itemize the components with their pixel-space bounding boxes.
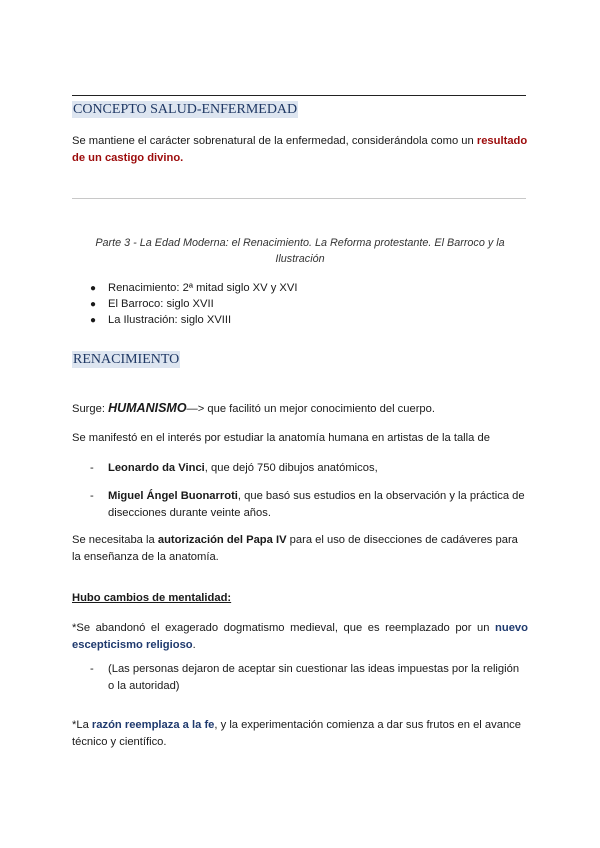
papa-text: Se necesitaba la: [72, 534, 158, 546]
cambios-heading: Hubo cambios de mentalidad:: [72, 592, 232, 604]
bullet-icon: ●: [90, 283, 97, 294]
bullet-icon: ●: [90, 299, 97, 310]
dogma-note: (Las personas dejaron de aceptar sin cuestionar las ideas impuestas por la religión o la autoridad): [108, 663, 520, 692]
castigo-divino-highlight: resultado de un castigo divino.: [72, 135, 528, 164]
part-title: [72, 235, 528, 267]
dogma-end: .: [192, 639, 196, 651]
bullet-icon: ●: [90, 315, 97, 326]
period-label: El Barroco: siglo XVII: [108, 298, 214, 310]
period-label: La Ilustración: siglo XVIII: [108, 314, 232, 326]
surge-paragraph: [72, 400, 528, 418]
surge-description: —> que facilitó un mejor conocimiento del cuerpo.: [186, 403, 435, 415]
humanismo-term: HUMANISMO: [108, 401, 187, 415]
manifest-paragraph: Se manifestó en el interés por estudiar la anatomía humana en artistas de la talla de: [72, 432, 490, 444]
artist-name: Miguel Ángel Buonarroti: [108, 490, 238, 502]
surge-label: Surge:: [72, 403, 109, 415]
period-item: [90, 296, 214, 313]
section-divider: [72, 198, 526, 199]
concepto-text: Se mantiene el carácter sobrenatural de la enfermedad, considerándola como un: [72, 135, 477, 147]
period-item: [90, 280, 297, 297]
dash-icon: -: [90, 663, 94, 675]
artist-item: [108, 460, 528, 477]
part-title-line1: Parte 3 - La Edad Moderna: el Renacimiento. La Reforma protestante. El Barroco y la: [95, 237, 505, 249]
dogma-text: *Se abandonó el exagerado dogmatismo medieval, que es reemplazado por un: [72, 622, 496, 634]
top-divider: [72, 95, 526, 96]
razon-prefix: *La: [72, 719, 92, 731]
escepticismo-highlight: nuevo escepticismo religioso: [72, 622, 528, 651]
dogma-paragraph: [72, 620, 528, 654]
razon-text: , y la experimentación comienza a dar sus frutos en el avance técnico y científico.: [72, 719, 521, 748]
period-item: [90, 312, 231, 329]
artist-name: Leonardo da Vinci: [108, 462, 205, 474]
papa-bold: autorización del Papa IV: [157, 534, 287, 546]
artist-desc: , que dejó 750 dibujos anatómicos,: [204, 462, 378, 474]
dash-icon: -: [90, 462, 94, 474]
section-heading-renacimiento: RENACIMIENTO: [73, 352, 180, 367]
artist-desc: , que basó sus estudios en la observación y la práctica de disecciones durante veinte años.: [108, 490, 525, 519]
papa-paragraph: [72, 532, 528, 566]
artist-item: [108, 488, 528, 522]
razon-paragraph: [72, 717, 528, 751]
concepto-paragraph: [72, 133, 528, 167]
dash-icon: -: [90, 490, 94, 502]
papa-text-after: para el uso de disecciones de cadáveres para la enseñanza de la anatomía.: [72, 534, 518, 563]
period-label: Renacimiento: 2ª mitad siglo XV y XVI: [108, 282, 298, 294]
section-heading-concepto: CONCEPTO SALUD-ENFERMEDAD: [73, 102, 298, 117]
part-title-line2: Ilustración: [275, 253, 325, 265]
razon-highlight: razón reemplaza a la fe: [91, 719, 215, 731]
